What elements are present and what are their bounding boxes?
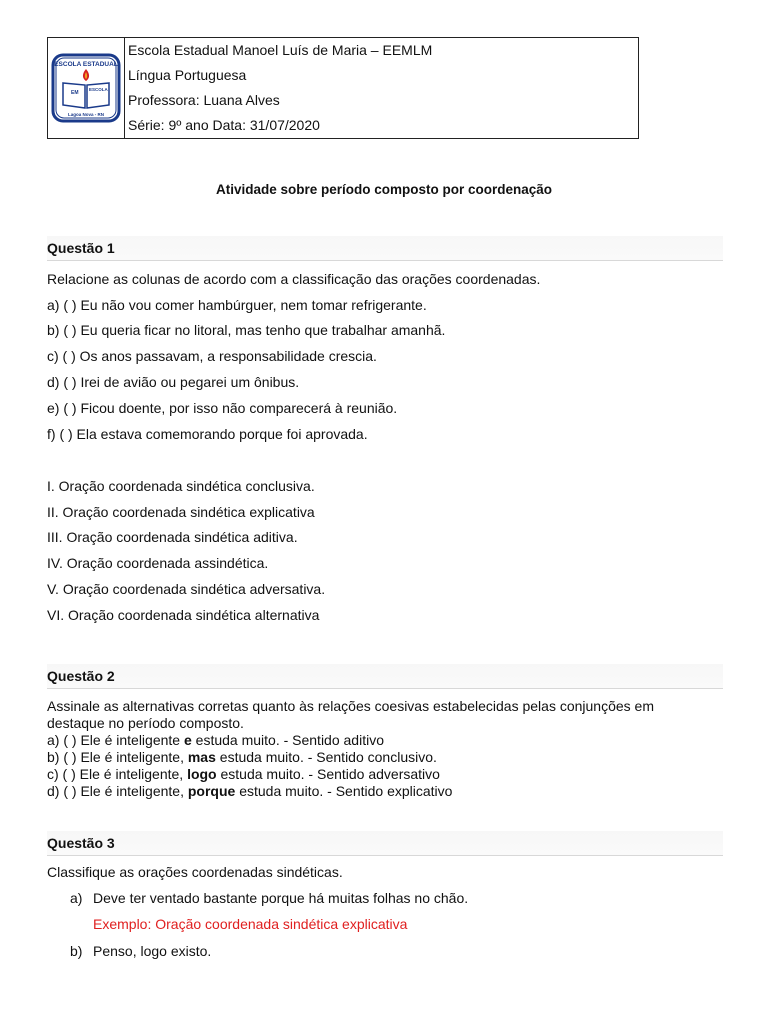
question-1-option-5: V. Oração coordenada sindética adversativa. (47, 581, 326, 597)
school-logo (51, 53, 121, 123)
logo-book-left: EM (71, 90, 79, 96)
question-1-option-4: IV. Oração coordenada assindética. (47, 555, 269, 571)
question-3-example: Exemplo: Oração coordenada sindética explicativa (93, 916, 408, 932)
question-1-item-b: b) ( ) Eu queria ficar no litoral, mas tenho que trabalhar amanhã. (47, 322, 446, 338)
question-1-option-1: I. Oração coordenada sindética conclusiva. (47, 478, 315, 494)
teacher: Professora: Luana Alves (128, 92, 280, 108)
item-text-post: estuda muito. - Sentido explicativo (235, 783, 453, 799)
logo-bottom-text: Lagoa Nova - RN (67, 112, 105, 117)
question-1-option-2: II. Oração coordenada sindética explicativa (47, 504, 315, 520)
question-2-item-d (47, 783, 452, 800)
item-text-post: estuda muito. - Sentido aditivo (191, 732, 384, 748)
question-3-prompt: Classifique as orações coordenadas sindéticas. (47, 864, 343, 880)
question-1-prompt: Relacione as colunas de acordo com a classificação das orações coordenadas. (47, 271, 541, 287)
subject: Língua Portuguesa (128, 67, 247, 83)
question-3-item-a: Deve ter ventado bastante porque há muitas folhas no chão. (93, 890, 469, 906)
item-text-post: estuda muito. - Sentido adversativo (216, 766, 440, 782)
logo-cell (48, 38, 125, 138)
question-3-label-b: b) (70, 943, 83, 959)
activity-title: Atividade sobre período composto por coordenação (215, 182, 553, 197)
question-1-item-d: d) ( ) Irei de avião ou pegarei um ônibus. (47, 374, 300, 390)
question-1-option-6: VI. Oração coordenada sindética alternativa (47, 607, 320, 623)
conjunction-bold: mas (187, 749, 216, 765)
question-1-item-f: f) ( ) Ela estava comemorando porque foi aprovada. (47, 426, 368, 442)
school-name: Escola Estadual Manoel Luís de Maria – EEMLM (128, 42, 433, 58)
question-1-title: Questão 1 (47, 236, 723, 261)
item-text-pre: a) ( ) Ele é inteligente (47, 732, 184, 748)
logo-text: ESCOLA ESTADUAL (54, 61, 118, 68)
question-1-item-c: c) ( ) Os anos passavam, a responsabilidade crescia. (47, 348, 377, 364)
question-2-prompt-line-1: Assinale as alternativas corretas quanto às relações coesivas estabelecidas pelas conjunções em (47, 698, 655, 714)
item-text-pre: d) ( ) Ele é inteligente, (47, 783, 188, 799)
item-text-post: estuda muito. - Sentido conclusivo. (215, 749, 437, 765)
conjunction-bold: e (183, 732, 192, 748)
question-3-label-a: a) (70, 890, 83, 906)
header-table (47, 37, 639, 139)
question-2-title: Questão 2 (47, 664, 723, 689)
conjunction-bold: porque (187, 783, 236, 799)
question-1-item-e: e) ( ) Ficou doente, por isso não comparecerá à reunião. (47, 400, 398, 416)
item-text-pre: b) ( ) Ele é inteligente, (47, 749, 188, 765)
question-2-item-c (47, 766, 440, 783)
question-1-option-3: III. Oração coordenada sindética aditiva. (47, 529, 298, 545)
question-3-item-b: Penso, logo existo. (93, 943, 212, 959)
item-text-pre: c) ( ) Ele é inteligente, (47, 766, 188, 782)
question-2-item-b (47, 749, 437, 766)
conjunction-bold: logo (187, 766, 217, 782)
question-3-title: Questão 3 (47, 831, 723, 856)
grade-date: Série: 9º ano Data: 31/07/2020 (128, 117, 320, 133)
question-2-prompt-line-2: destaque no período composto. (47, 715, 244, 731)
header-info (125, 38, 638, 138)
logo-book-right: ESCOLA (89, 87, 108, 92)
question-1-item-a: a) ( ) Eu não vou comer hambúrguer, nem tomar refrigerante. (47, 297, 427, 313)
question-2-item-a (47, 732, 384, 749)
